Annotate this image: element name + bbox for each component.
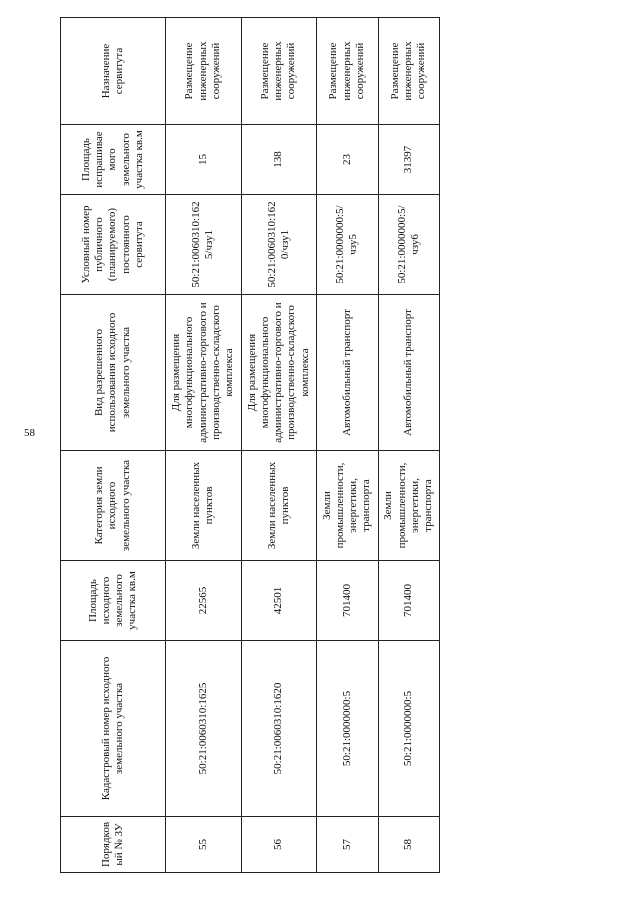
cell-use: Для размещения многофункционального административно-торгового и производственно-складского комплекса [241,295,317,451]
header-cadastral: Кадастровый номер исходного земельного участка [61,641,166,817]
cell-area-requested: 31397 [378,125,440,195]
header-area-source: Площадь исходного земельного участка кв.м [61,561,166,641]
cell-area-requested: 23 [317,125,378,195]
cell-category: Земли промышленности, энергетики, транспорта [317,451,378,561]
table-row [317,18,378,873]
cell-num: 58 [378,817,440,873]
header-use: Вид разрешенного использования исходного земельного участка [61,295,166,451]
cell-purpose: Размещение инженерных сооружений [378,18,440,125]
servitude-table [60,17,440,873]
cell-category: Земли населенных пунктов [241,451,317,561]
header-num: Порядковый № ЗУ [61,817,166,873]
cell-servitude-id: 50:21:0060310:1620/чзу1 [241,195,317,295]
cell-purpose: Размещение инженерных сооружений [241,18,317,125]
cell-area-requested: 15 [166,125,242,195]
table-header-row [61,18,166,873]
cell-num: 56 [241,817,317,873]
cell-category: Земли населенных пунктов [166,451,242,561]
cell-servitude-id: 50:21:0000000:5/чзу6 [378,195,440,295]
cell-cadastral: 50:21:0060310:1625 [166,641,242,817]
cell-servitude-id: 50:21:0000000:5/чзу5 [317,195,378,295]
cell-cadastral: 50:21:0060310:1620 [241,641,317,817]
cell-area-source: 22565 [166,561,242,641]
header-category: Категория земли исходного земельного участка [61,451,166,561]
cell-cadastral: 50:21:0000000:5 [378,641,440,817]
cell-area-source: 701400 [317,561,378,641]
cell-servitude-id: 50:21:0060310:1625/чзу1 [166,195,242,295]
page-number: 58 [24,427,35,439]
cell-cadastral: 50:21:0000000:5 [317,641,378,817]
cell-purpose: Размещение инженерных сооружений [166,18,242,125]
cell-use: Для размещения многофункционального административно-торгового и производственно-складского комплекса [166,295,242,451]
header-servitude-id: Условный номер публичного (планируемого) постоянного сервитута [61,195,166,295]
cell-area-requested: 138 [241,125,317,195]
header-purpose: Назначение сервитута [61,18,166,125]
cell-purpose: Размещение инженерных сооружений [317,18,378,125]
rotated-table-wrapper [60,18,440,873]
cell-category: Земли промышленности, энергетики, транспорта [378,451,440,561]
cell-use: Автомобильный транспорт [317,295,378,451]
cell-use: Автомобильный транспорт [378,295,440,451]
cell-area-source: 42501 [241,561,317,641]
cell-area-source: 701400 [378,561,440,641]
table-row [166,18,242,873]
header-area-requested: Площадь испрашиваемого земельного участка кв.м [61,125,166,195]
table-row [241,18,317,873]
table-row [378,18,440,873]
cell-num: 57 [317,817,378,873]
cell-num: 55 [166,817,242,873]
